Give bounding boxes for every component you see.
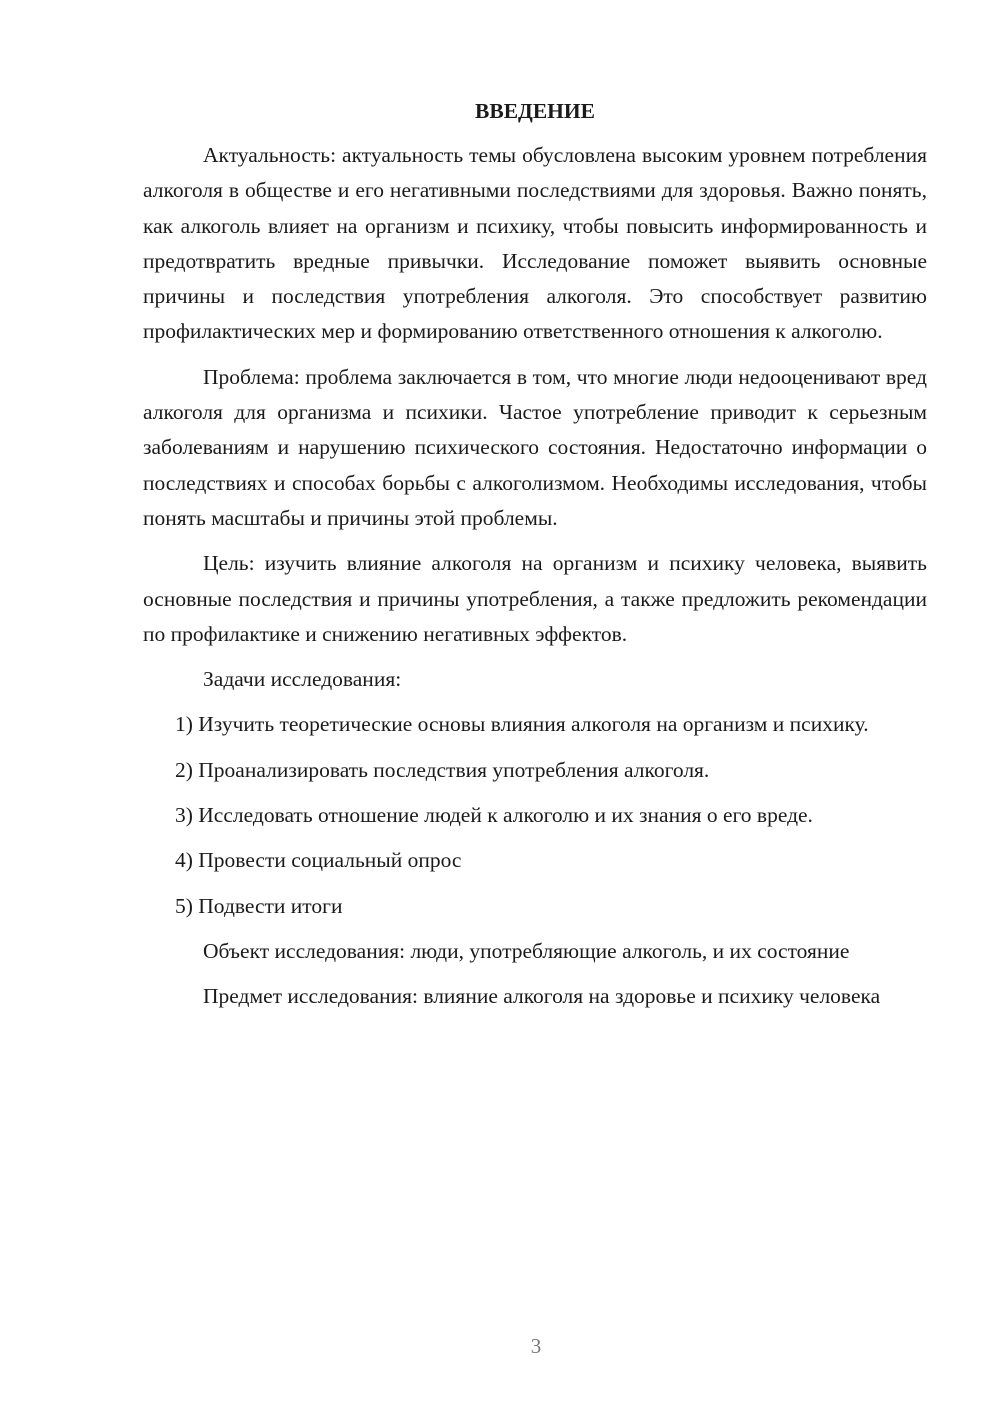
- goal-paragraph: Цель: изучить влияние алкоголя на организм и психику человека, выявить основные последствия и причины употребления, а также предложить рекомендации по профилактике и снижению негативных эффектов.: [143, 551, 927, 646]
- task-item-5: 5) Подвести итоги: [175, 893, 343, 918]
- page-number: 3: [530, 1334, 542, 1358]
- task-item-2: 2) Проанализировать последствия употребления алкоголя.: [175, 757, 710, 782]
- subject-paragraph: Предмет исследования: влияние алкоголя на здоровье и психику человека: [203, 984, 881, 1009]
- tasks-heading: Задачи исследования:: [203, 667, 402, 692]
- task-item-1: 1) Изучить теоретические основы влияния алкоголя на организм и психику.: [175, 712, 869, 737]
- object-paragraph: Объект исследования: люди, употребляющие алкоголь, и их состояние: [203, 938, 850, 963]
- problem-paragraph: Проблема: проблема заключается в том, что многие люди недооценивают вред алкоголя для организма и психики. Частое употребление приводит к серьезным заболеваниям и нарушению психического состояния. Недостаточно информации о последствиях и способах борьбы с алкоголизмом. Необходимы исследования, чтобы понять масштабы и причины этой проблемы.: [143, 364, 927, 530]
- task-item-4: 4) Провести социальный опрос: [175, 848, 462, 873]
- section-title: ВВЕДЕНИЕ: [475, 99, 595, 123]
- relevance-paragraph: Актуальность: актуальность темы обусловлена высоким уровнем потребления алкоголя в обществе и его негативными последствиями для здоровья. Важно понять, как алкоголь влияет на организм и психику, чтобы повысить информированность и предотвратить вредные привычки. Исследование поможет выявить основные причины и последствия употребления алкоголя. Это способствует развитию профилактических мер и формированию ответственного отношения к алкоголю.: [143, 143, 927, 344]
- document-page: [143, 96, 927, 1025]
- task-item-3: 3) Исследовать отношение людей к алкоголю и их знания о его вреде.: [175, 803, 813, 828]
